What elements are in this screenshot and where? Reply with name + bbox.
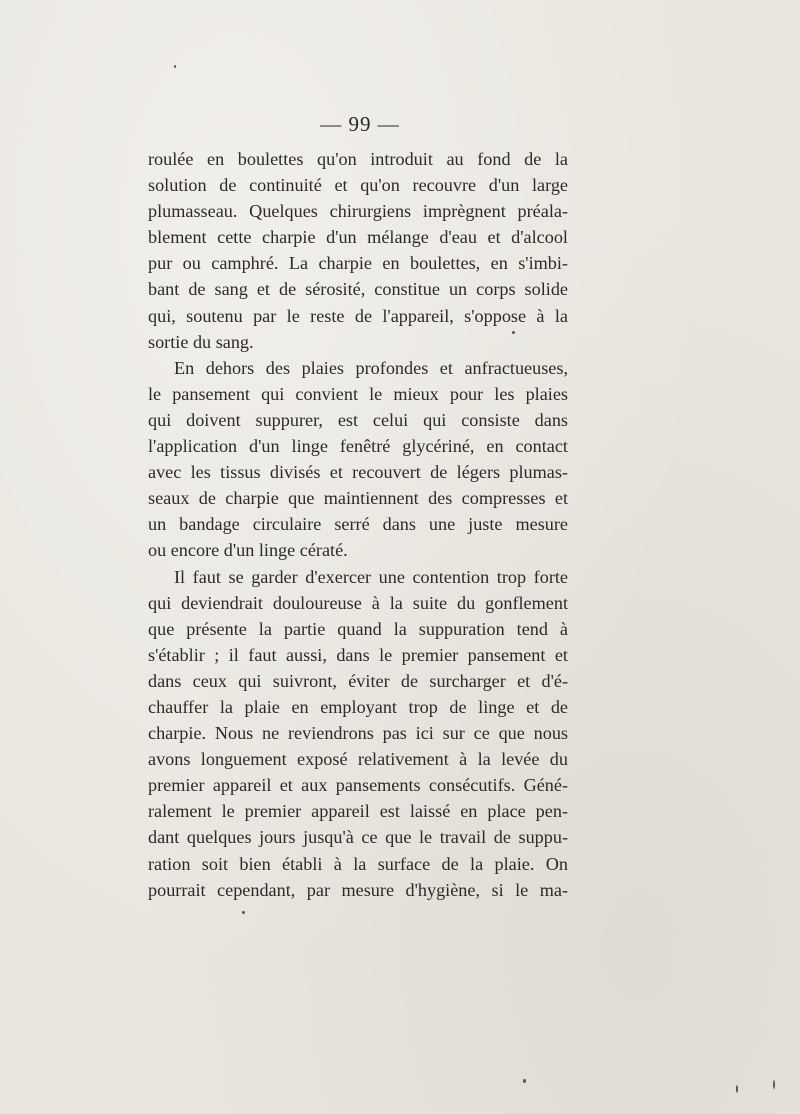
paper-speck xyxy=(736,1085,738,1093)
text-line: ou encore d'un linge cératé. xyxy=(148,540,348,561)
text-line: Il faut se garder d'exercer une contention trop forte xyxy=(174,566,568,587)
text-line: le pansement qui convient le mieux pour les plaies xyxy=(148,383,568,404)
paper-speck xyxy=(523,1079,526,1083)
text-line: que présente la partie quand la suppuration tend à xyxy=(148,618,568,639)
text-line: qui deviendrait douloureuse à la suite du gonflement xyxy=(148,592,568,613)
paragraph xyxy=(148,146,568,355)
paragraph xyxy=(148,355,568,564)
text-line: solution de continuité et qu'on recouvre d'un large xyxy=(148,175,568,196)
text-line: blement cette charpie d'un mélange d'eau et d'alcool xyxy=(148,227,568,248)
paper-speck xyxy=(773,1080,775,1089)
text-line: qui, soutenu par le reste de l'appareil, s'oppose à la xyxy=(148,305,568,326)
paragraph xyxy=(148,564,568,903)
text-line: roulée en boulettes qu'on introduit au fond de la xyxy=(148,149,568,169)
text-line: premier appareil et aux pansements consécutifs. Géné- xyxy=(148,775,568,796)
text-line: un bandage circulaire serré dans une juste mesure xyxy=(148,514,568,535)
text-line: l'application d'un linge fenêtré glycériné, en contact xyxy=(148,436,568,457)
paper-speck xyxy=(242,911,245,914)
text-line: sortie du sang. xyxy=(148,331,254,352)
text-line: bant de sang et de sérosité, constitue un corps solide xyxy=(148,279,568,300)
text-line: chauffer la plaie en employant trop de linge et de xyxy=(148,696,568,717)
text-line: dans ceux qui suivront, éviter de surcharger et d'é- xyxy=(148,670,568,691)
text-line: plumasseau. Quelques chirurgiens imprègnent préala- xyxy=(148,201,568,222)
text-line: s'établir ; il faut aussi, dans le premier pansement et xyxy=(148,644,568,665)
paper-speck xyxy=(512,331,515,334)
text-line: avec les tissus divisés et recouvert de légers plumas- xyxy=(148,462,568,483)
text-line: pur ou camphré. La charpie en boulettes, en s'imbi- xyxy=(148,253,568,274)
text-line: ralement le premier appareil est laissé en place pen- xyxy=(148,801,568,822)
text-line: pourrait cependant, par mesure d'hygiène, si le ma- xyxy=(148,879,568,900)
text-line: qui doivent suppurer, est celui qui consiste dans xyxy=(148,409,568,430)
text-line: avons longuement exposé relativement à la levée du xyxy=(148,749,568,770)
paper-speck xyxy=(174,65,176,68)
text-line: ration soit bien établi à la surface de la plaie. On xyxy=(148,853,568,874)
text-line: dant quelques jours jusqu'à ce que le travail de suppu- xyxy=(148,827,568,848)
text-line: seaux de charpie que maintiennent des compresses et xyxy=(148,488,568,509)
text-line: En dehors des plaies profondes et anfractueuses, xyxy=(174,357,568,378)
page-number: — 99 — xyxy=(320,112,400,136)
text-line: charpie. Nous ne reviendrons pas ici sur ce que nous xyxy=(148,723,568,744)
body-text xyxy=(148,146,568,903)
